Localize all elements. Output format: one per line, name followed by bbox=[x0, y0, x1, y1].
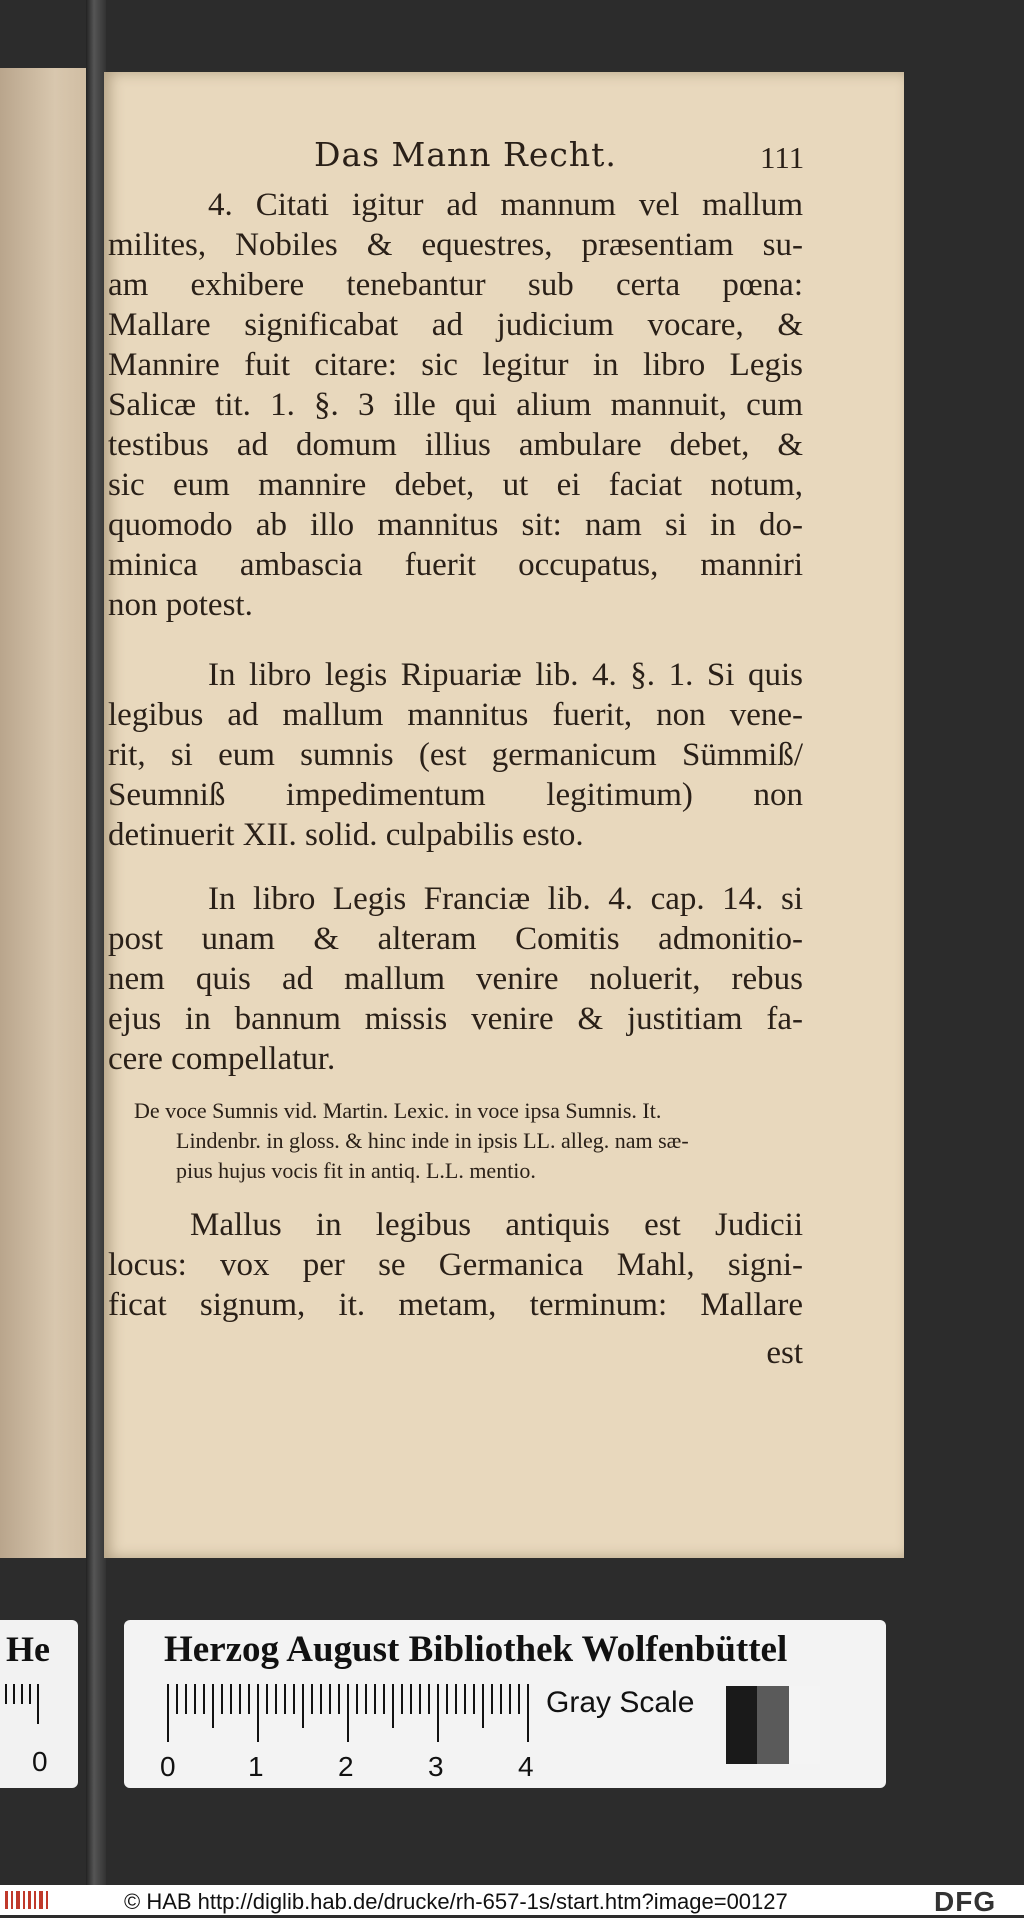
ruler-number: 3 bbox=[428, 1751, 444, 1782]
gray-swatch-light bbox=[789, 1686, 820, 1764]
footnote-line: De voce Sumnis vid. Martin. Lexic. in voce ipsa Sumnis. It. bbox=[134, 1098, 662, 1123]
text-line: Mannire fuit citare: sic legitur in libro Legis bbox=[108, 347, 803, 383]
gray-scale-label: Gray Scale bbox=[546, 1686, 695, 1719]
text-line: ejus in bannum missis venire & justitiam fa- bbox=[108, 1001, 803, 1037]
footnote-line: pius hujus vocis fit in antiq. L.L. mentio. bbox=[176, 1158, 536, 1183]
ruler-number: 0 bbox=[160, 1751, 176, 1782]
text-line: am exhibere tenebantur sub certa pœna: bbox=[108, 267, 803, 303]
left-page-strip bbox=[0, 68, 100, 1558]
text-line: post unam & alteram Comitis admonitio- bbox=[108, 921, 803, 957]
text-line: In libro Legis Franciæ lib. 4. cap. 14. si bbox=[208, 881, 803, 917]
text-line: ficat signum, it. metam, terminum: Mallare bbox=[108, 1287, 803, 1323]
text-line: est bbox=[766, 1335, 803, 1371]
footer-bar bbox=[0, 1885, 1024, 1915]
text-line: rit, si eum sumnis (est germanicum Sümmiß/ bbox=[108, 737, 803, 773]
text-line: milites, Nobiles & equestres, præsentiam su- bbox=[108, 227, 803, 263]
text-line: minica ambascia fuerit occupatus, manniri bbox=[108, 547, 803, 583]
gray-swatch-mid bbox=[757, 1686, 788, 1764]
text-line: testibus ad domum illius ambulare debet, & bbox=[108, 427, 803, 463]
text-line: Salicæ tit. 1. §. 3 ille qui alium mannuit, cum bbox=[108, 387, 803, 423]
footnote-line: Lindenbr. in gloss. & hinc inde in ipsis LL. alleg. nam sæ- bbox=[176, 1128, 689, 1153]
text-line: cere compellatur. bbox=[108, 1041, 336, 1077]
left-card-text: He bbox=[6, 1629, 50, 1669]
left-card-ruler bbox=[0, 1684, 78, 1734]
copyright-link[interactable]: © HAB http://diglib.hab.de/drucke/rh-657-1s/start.htm?image=00127 bbox=[124, 1889, 788, 1914]
dfg-logo: DFG bbox=[934, 1886, 997, 1917]
left-color-card-fragment bbox=[0, 1620, 78, 1788]
ruler-number: 4 bbox=[518, 1751, 534, 1782]
color-reference-card bbox=[124, 1620, 886, 1788]
text-line: nem quis ad mallum venire noluerit, rebus bbox=[108, 961, 803, 997]
text-line: 4. Citati igitur ad mannum vel mallum bbox=[208, 187, 803, 223]
left-card-ruler-number: 0 bbox=[32, 1746, 48, 1777]
text-line: In libro legis Ripuariæ lib. 4. §. 1. Si quis bbox=[208, 657, 803, 693]
cm-ruler bbox=[160, 1684, 540, 1784]
text-line: locus: vox per se Germanica Mahl, signi- bbox=[108, 1247, 803, 1283]
text-line: non potest. bbox=[108, 587, 253, 623]
gray-swatch-dark bbox=[726, 1686, 757, 1764]
text-line: quomodo ab illo mannitus sit: nam si in do- bbox=[108, 507, 803, 543]
running-header: Das Mann Recht. bbox=[314, 135, 617, 174]
hab-barcode-icon bbox=[4, 1889, 50, 1911]
text-line: Seumniß impedimentum legitimum) non bbox=[108, 777, 803, 813]
text-line: sic eum mannire debet, ut ei faciat notum, bbox=[108, 467, 803, 503]
ruler-number: 2 bbox=[338, 1751, 354, 1782]
page-number: 111 bbox=[760, 140, 805, 175]
gray-scale-swatches bbox=[726, 1686, 820, 1764]
library-name: Herzog August Bibliothek Wolfenbüttel bbox=[164, 1629, 788, 1670]
text-line: Mallus in legibus antiquis est Judicii bbox=[190, 1207, 803, 1243]
text-line: legibus ad mallum mannitus fuerit, non vene- bbox=[108, 697, 803, 733]
text-line: detinuerit XII. solid. culpabilis esto. bbox=[108, 817, 584, 853]
book-spine bbox=[86, 0, 106, 1885]
text-line: Mallare significabat ad judicium vocare, & bbox=[108, 307, 803, 343]
ruler-number: 1 bbox=[248, 1751, 264, 1782]
